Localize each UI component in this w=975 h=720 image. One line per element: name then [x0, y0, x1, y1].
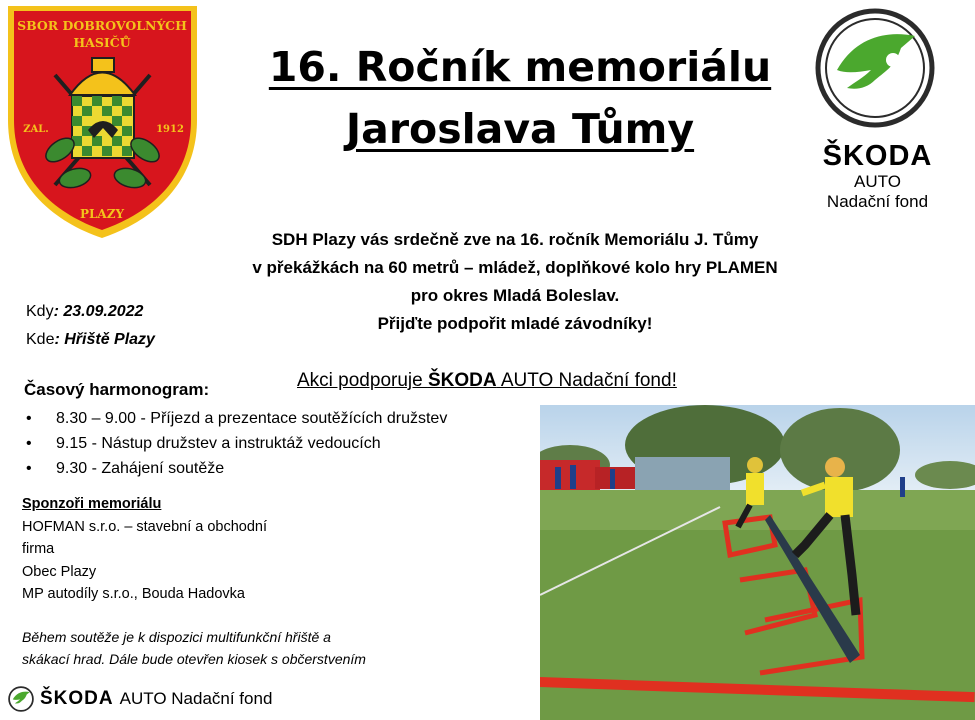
- page-title: [215, 36, 825, 160]
- skoda-logo-auto: AUTO: [854, 172, 901, 191]
- sponsor-line: MP autodíly s.r.o., Bouda Hadovka: [22, 586, 246, 602]
- sponsor-line: Obec Plazy: [22, 563, 97, 580]
- schedule-list: [26, 406, 447, 481]
- race-photo: [540, 405, 975, 720]
- note-line-1: Během soutěže je k dispozici multifunkční hřiště a: [22, 629, 331, 645]
- title-line-2: Jaroslava Tůmy: [345, 105, 695, 153]
- list-item: [26, 431, 447, 456]
- note-text: [22, 626, 462, 670]
- bullet-icon: •: [26, 460, 32, 477]
- crest-text-top-1: SBOR DOBROVOLNÝCH: [17, 18, 187, 33]
- where-label: Kde: [26, 331, 55, 348]
- bottom-skoda-logo: [8, 686, 272, 712]
- skoda-logo-fund: Nadační fond: [826, 192, 929, 211]
- list-item: [26, 406, 447, 431]
- crest-text-right: 1912: [156, 124, 184, 135]
- sponsor-line: HOFMAN s.r.o. – stavební a obchodní: [22, 518, 268, 535]
- skoda-small-logo-icon: [8, 686, 34, 712]
- list-item: [26, 456, 447, 481]
- support-brand: ŠKODA: [427, 370, 497, 391]
- bottom-logo-rest: AUTO Nadační fond: [119, 689, 273, 708]
- invitation-line-3: pro okres Mladá Boleslav.: [410, 286, 620, 305]
- bullet-icon: •: [26, 410, 32, 427]
- bottom-logo-brand: ŠKODA: [40, 688, 114, 709]
- crest-text-top-2: HASIČŮ: [73, 35, 131, 50]
- sponsors-block: [22, 493, 342, 606]
- when-label: Kdy: [26, 303, 54, 320]
- invitation-line-1: SDH Plazy vás srdečně zve na 16. ročník Memoriálu J. Tůmy: [271, 230, 759, 249]
- note-line-2: skákací hrad. Dále bude otevřen kiosek s občerstvením: [22, 651, 366, 667]
- schedule-title: Časový harmonogram:: [24, 380, 210, 399]
- bullet-icon: •: [26, 435, 32, 452]
- support-prefix: Akci podporuje: [297, 370, 428, 391]
- sponsors-heading: Sponzoři memoriálu: [22, 496, 162, 512]
- crest-text-bottom: PLAZY: [79, 207, 125, 221]
- title-line-1: 16. Ročník memoriálu: [268, 43, 772, 91]
- crest-text-left: ZAL.: [23, 124, 49, 135]
- support-suffix: AUTO Nadační fond!: [496, 370, 677, 391]
- sponsor-line: firma: [22, 541, 55, 557]
- schedule-item-text: 9.30 - Zahájení soutěže: [56, 460, 225, 477]
- schedule-item-text: 8.30 – 9.00 - Příjezd a prezentace soutěžících družstev: [56, 410, 448, 427]
- schedule-item-text: 9.15 - Nástup družstev a instruktáž vedoucích: [56, 435, 381, 452]
- support-line: [297, 370, 677, 392]
- when-value: : 23.09.2022: [53, 303, 144, 320]
- event-place: [26, 331, 155, 349]
- event-date: [26, 303, 143, 321]
- invitation-line-4: Přijďte podpořit mladé závodníky!: [377, 314, 653, 333]
- invitation-text: [180, 226, 850, 338]
- skoda-logo-icon: [815, 8, 935, 128]
- skoda-logo-brand: ŠKODA: [822, 140, 933, 172]
- invitation-line-2: v překážkách na 60 metrů – mládež, doplňkové kolo hry PLAMEN: [252, 258, 778, 277]
- where-value: : Hřiště Plazy: [54, 331, 155, 348]
- fire-brigade-crest: [0, 0, 205, 240]
